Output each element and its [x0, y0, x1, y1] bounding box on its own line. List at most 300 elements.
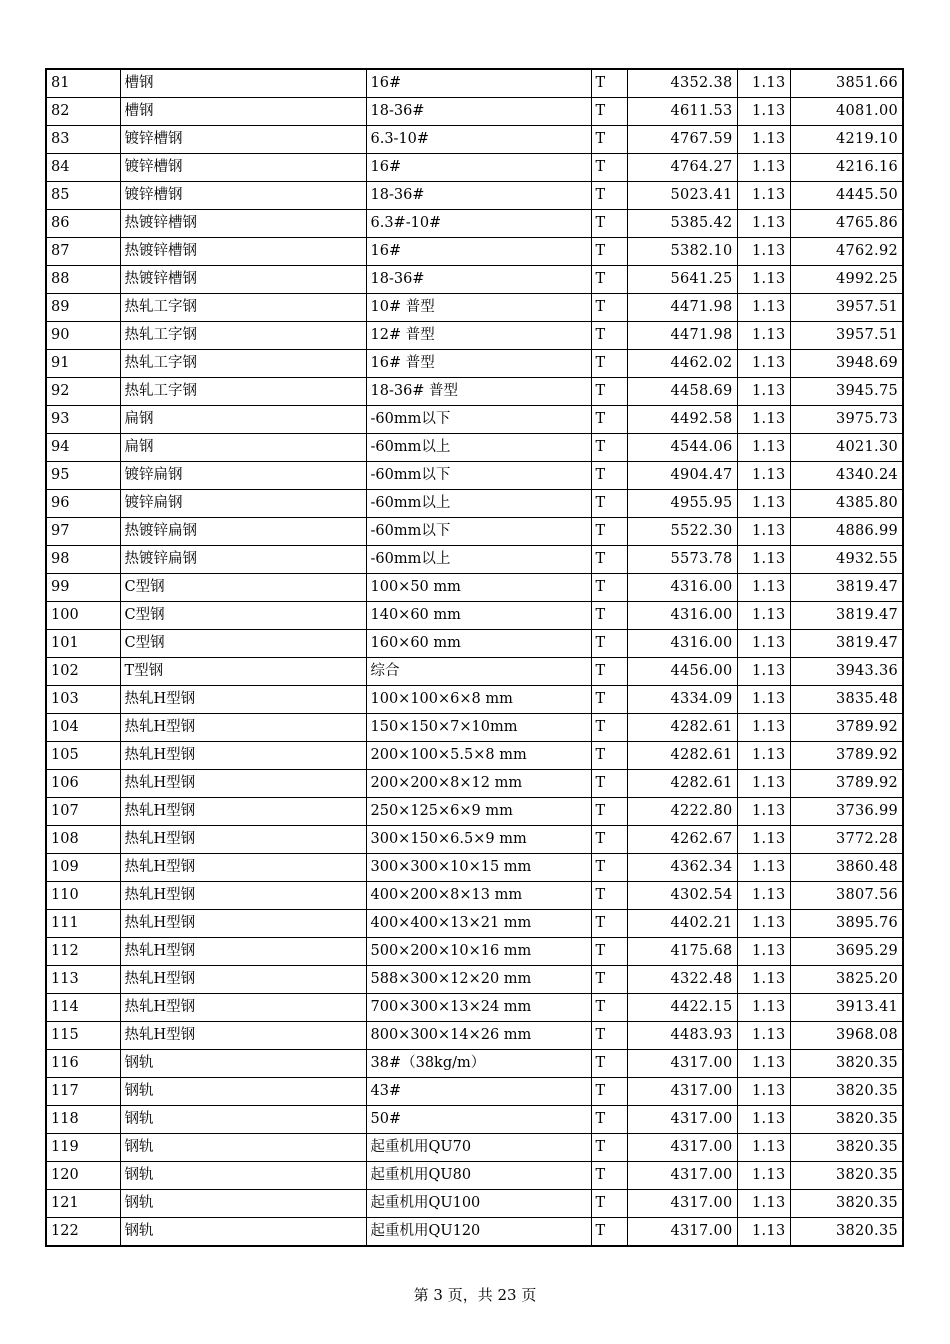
row-number-cell: 85 — [46, 182, 120, 210]
material-name-cell: 钢轨 — [120, 1162, 366, 1190]
net-price-cell: 3820.35 — [790, 1106, 903, 1134]
material-name-cell: 扁钢 — [120, 434, 366, 462]
row-number-cell: 115 — [46, 1022, 120, 1050]
price-cell: 4422.15 — [627, 994, 737, 1022]
coefficient-cell: 1.13 — [737, 126, 790, 154]
net-price-cell: 3820.35 — [790, 1190, 903, 1218]
coefficient-cell: 1.13 — [737, 1022, 790, 1050]
table-row — [46, 69, 903, 98]
net-price-cell: 4219.10 — [790, 126, 903, 154]
material-name-cell: 钢轨 — [120, 1106, 366, 1134]
unit-cell: T — [591, 826, 627, 854]
unit-cell: T — [591, 854, 627, 882]
unit-cell: T — [591, 406, 627, 434]
price-cell: 5522.30 — [627, 518, 737, 546]
unit-cell: T — [591, 770, 627, 798]
table-row — [46, 770, 903, 798]
coefficient-cell: 1.13 — [737, 770, 790, 798]
net-price-cell: 3913.41 — [790, 994, 903, 1022]
price-cell: 5385.42 — [627, 210, 737, 238]
row-number-cell: 121 — [46, 1190, 120, 1218]
price-cell: 4402.21 — [627, 910, 737, 938]
specification-cell: 200×100×5.5×8 mm — [366, 742, 591, 770]
net-price-cell: 3851.66 — [790, 69, 903, 98]
specification-cell: 200×200×8×12 mm — [366, 770, 591, 798]
specification-cell: 50# — [366, 1106, 591, 1134]
unit-cell: T — [591, 1022, 627, 1050]
price-cell: 4316.00 — [627, 574, 737, 602]
specification-cell: 300×300×10×15 mm — [366, 854, 591, 882]
coefficient-cell: 1.13 — [737, 994, 790, 1022]
specification-cell: -60mm以下 — [366, 406, 591, 434]
material-name-cell: 镀锌槽钢 — [120, 154, 366, 182]
row-number-cell: 82 — [46, 98, 120, 126]
unit-cell: T — [591, 322, 627, 350]
specification-cell: 250×125×6×9 mm — [366, 798, 591, 826]
net-price-cell: 3825.20 — [790, 966, 903, 994]
table-row — [46, 686, 903, 714]
table-row — [46, 98, 903, 126]
table-row — [46, 294, 903, 322]
table-row — [46, 966, 903, 994]
price-cell: 4222.80 — [627, 798, 737, 826]
net-price-cell: 3789.92 — [790, 714, 903, 742]
table-row — [46, 322, 903, 350]
material-name-cell: 扁钢 — [120, 406, 366, 434]
specification-cell: 18-36# — [366, 98, 591, 126]
table-body — [46, 69, 903, 1246]
row-number-cell: 99 — [46, 574, 120, 602]
unit-cell: T — [591, 602, 627, 630]
coefficient-cell: 1.13 — [737, 1218, 790, 1247]
coefficient-cell: 1.13 — [737, 714, 790, 742]
price-cell: 4764.27 — [627, 154, 737, 182]
unit-cell: T — [591, 1162, 627, 1190]
unit-cell: T — [591, 798, 627, 826]
coefficient-cell: 1.13 — [737, 686, 790, 714]
net-price-cell: 3820.35 — [790, 1162, 903, 1190]
coefficient-cell: 1.13 — [737, 602, 790, 630]
specification-cell: 160×60 mm — [366, 630, 591, 658]
material-name-cell: 镀锌槽钢 — [120, 182, 366, 210]
unit-cell: T — [591, 294, 627, 322]
material-name-cell: C型钢 — [120, 630, 366, 658]
price-cell: 5382.10 — [627, 238, 737, 266]
coefficient-cell: 1.13 — [737, 546, 790, 574]
row-number-cell: 81 — [46, 69, 120, 98]
table-row — [46, 1050, 903, 1078]
row-number-cell: 86 — [46, 210, 120, 238]
coefficient-cell: 1.13 — [737, 854, 790, 882]
unit-cell: T — [591, 1106, 627, 1134]
coefficient-cell: 1.13 — [737, 1078, 790, 1106]
price-cell: 4317.00 — [627, 1162, 737, 1190]
net-price-cell: 3943.36 — [790, 658, 903, 686]
material-name-cell: 热轧H型钢 — [120, 938, 366, 966]
row-number-cell: 98 — [46, 546, 120, 574]
material-name-cell: 热轧工字钢 — [120, 378, 366, 406]
row-number-cell: 87 — [46, 238, 120, 266]
coefficient-cell: 1.13 — [737, 406, 790, 434]
specification-cell: 700×300×13×24 mm — [366, 994, 591, 1022]
table-row — [46, 826, 903, 854]
specification-cell: 16# — [366, 154, 591, 182]
specification-cell: 400×200×8×13 mm — [366, 882, 591, 910]
price-cell: 4483.93 — [627, 1022, 737, 1050]
material-name-cell: 热轧H型钢 — [120, 742, 366, 770]
coefficient-cell: 1.13 — [737, 658, 790, 686]
specification-cell: -60mm以上 — [366, 490, 591, 518]
table-row — [46, 1078, 903, 1106]
specification-cell: 100×50 mm — [366, 574, 591, 602]
row-number-cell: 106 — [46, 770, 120, 798]
row-number-cell: 109 — [46, 854, 120, 882]
net-price-cell: 3948.69 — [790, 350, 903, 378]
unit-cell: T — [591, 126, 627, 154]
price-cell: 4462.02 — [627, 350, 737, 378]
net-price-cell: 3835.48 — [790, 686, 903, 714]
material-name-cell: T型钢 — [120, 658, 366, 686]
row-number-cell: 117 — [46, 1078, 120, 1106]
unit-cell: T — [591, 378, 627, 406]
price-cell: 5023.41 — [627, 182, 737, 210]
price-cell: 4282.61 — [627, 742, 737, 770]
row-number-cell: 110 — [46, 882, 120, 910]
specification-cell: 100×100×6×8 mm — [366, 686, 591, 714]
unit-cell: T — [591, 238, 627, 266]
specification-cell: 18-36# — [366, 182, 591, 210]
price-cell: 4611.53 — [627, 98, 737, 126]
material-name-cell: 热轧H型钢 — [120, 910, 366, 938]
specification-cell: 12# 普型 — [366, 322, 591, 350]
net-price-cell: 3819.47 — [790, 574, 903, 602]
material-name-cell: 热轧H型钢 — [120, 826, 366, 854]
table-row — [46, 546, 903, 574]
table-row — [46, 1190, 903, 1218]
coefficient-cell: 1.13 — [737, 98, 790, 126]
price-cell: 4544.06 — [627, 434, 737, 462]
row-number-cell: 108 — [46, 826, 120, 854]
unit-cell: T — [591, 350, 627, 378]
unit-cell: T — [591, 1134, 627, 1162]
unit-cell: T — [591, 658, 627, 686]
row-number-cell: 120 — [46, 1162, 120, 1190]
row-number-cell: 118 — [46, 1106, 120, 1134]
coefficient-cell: 1.13 — [737, 210, 790, 238]
coefficient-cell: 1.13 — [737, 182, 790, 210]
specification-cell: 18-36# — [366, 266, 591, 294]
table-row — [46, 518, 903, 546]
material-name-cell: 热轧H型钢 — [120, 798, 366, 826]
unit-cell: T — [591, 574, 627, 602]
specification-cell: 18-36# 普型 — [366, 378, 591, 406]
unit-cell: T — [591, 546, 627, 574]
material-name-cell: 热轧H型钢 — [120, 994, 366, 1022]
unit-cell: T — [591, 98, 627, 126]
coefficient-cell: 1.13 — [737, 1162, 790, 1190]
unit-cell: T — [591, 630, 627, 658]
table-row — [46, 126, 903, 154]
specification-cell: 16# — [366, 238, 591, 266]
row-number-cell: 112 — [46, 938, 120, 966]
unit-cell: T — [591, 182, 627, 210]
price-cell: 4322.48 — [627, 966, 737, 994]
material-name-cell: 热轧工字钢 — [120, 350, 366, 378]
coefficient-cell: 1.13 — [737, 966, 790, 994]
coefficient-cell: 1.13 — [737, 238, 790, 266]
net-price-cell: 3895.76 — [790, 910, 903, 938]
net-price-cell: 4992.25 — [790, 266, 903, 294]
material-name-cell: 热轧H型钢 — [120, 770, 366, 798]
specification-cell: 起重机用QU120 — [366, 1218, 591, 1247]
row-number-cell: 88 — [46, 266, 120, 294]
material-name-cell: 镀锌扁钢 — [120, 462, 366, 490]
coefficient-cell: 1.13 — [737, 434, 790, 462]
material-name-cell: 槽钢 — [120, 98, 366, 126]
specification-cell: 43# — [366, 1078, 591, 1106]
price-cell: 4904.47 — [627, 462, 737, 490]
row-number-cell: 100 — [46, 602, 120, 630]
price-cell: 4955.95 — [627, 490, 737, 518]
price-table — [45, 68, 904, 1247]
specification-cell: 150×150×7×10mm — [366, 714, 591, 742]
row-number-cell: 90 — [46, 322, 120, 350]
table-row — [46, 182, 903, 210]
unit-cell: T — [591, 266, 627, 294]
net-price-cell: 3860.48 — [790, 854, 903, 882]
row-number-cell: 83 — [46, 126, 120, 154]
unit-cell: T — [591, 210, 627, 238]
net-price-cell: 4385.80 — [790, 490, 903, 518]
material-name-cell: 热轧H型钢 — [120, 966, 366, 994]
price-cell: 4317.00 — [627, 1134, 737, 1162]
row-number-cell: 94 — [46, 434, 120, 462]
price-cell: 4262.67 — [627, 826, 737, 854]
price-cell: 4362.34 — [627, 854, 737, 882]
unit-cell: T — [591, 69, 627, 98]
price-cell: 5641.25 — [627, 266, 737, 294]
row-number-cell: 84 — [46, 154, 120, 182]
table-row — [46, 742, 903, 770]
table-row — [46, 266, 903, 294]
table-row — [46, 406, 903, 434]
coefficient-cell: 1.13 — [737, 69, 790, 98]
specification-cell: 140×60 mm — [366, 602, 591, 630]
net-price-cell: 3789.92 — [790, 770, 903, 798]
unit-cell: T — [591, 994, 627, 1022]
price-cell: 4302.54 — [627, 882, 737, 910]
table-row — [46, 462, 903, 490]
net-price-cell: 3819.47 — [790, 602, 903, 630]
row-number-cell: 102 — [46, 658, 120, 686]
net-price-cell: 3820.35 — [790, 1078, 903, 1106]
coefficient-cell: 1.13 — [737, 518, 790, 546]
material-name-cell: 钢轨 — [120, 1050, 366, 1078]
table-row — [46, 434, 903, 462]
price-cell: 4456.00 — [627, 658, 737, 686]
unit-cell: T — [591, 490, 627, 518]
material-name-cell: 热镀锌扁钢 — [120, 518, 366, 546]
page-footer: 第 3 页，共 23 页 — [413, 1286, 537, 1304]
price-cell: 4282.61 — [627, 714, 737, 742]
price-cell: 4175.68 — [627, 938, 737, 966]
material-name-cell: 热轧H型钢 — [120, 854, 366, 882]
material-name-cell: 钢轨 — [120, 1134, 366, 1162]
table-row — [46, 490, 903, 518]
net-price-cell: 3772.28 — [790, 826, 903, 854]
material-name-cell: 镀锌扁钢 — [120, 490, 366, 518]
row-number-cell: 119 — [46, 1134, 120, 1162]
material-name-cell: 槽钢 — [120, 69, 366, 98]
price-cell: 4471.98 — [627, 322, 737, 350]
material-name-cell: 热轧工字钢 — [120, 294, 366, 322]
material-name-cell: 镀锌槽钢 — [120, 126, 366, 154]
net-price-cell: 4932.55 — [790, 546, 903, 574]
material-name-cell: C型钢 — [120, 602, 366, 630]
specification-cell: -60mm以上 — [366, 434, 591, 462]
net-price-cell: 3820.35 — [790, 1050, 903, 1078]
table-row — [46, 1218, 903, 1247]
specification-cell: 6.3#-10# — [366, 210, 591, 238]
material-name-cell: 热镀锌槽钢 — [120, 266, 366, 294]
price-cell: 4471.98 — [627, 294, 737, 322]
row-number-cell: 89 — [46, 294, 120, 322]
coefficient-cell: 1.13 — [737, 1050, 790, 1078]
net-price-cell: 3975.73 — [790, 406, 903, 434]
table-row — [46, 938, 903, 966]
table-row — [46, 238, 903, 266]
price-cell: 4458.69 — [627, 378, 737, 406]
table-row — [46, 1022, 903, 1050]
row-number-cell: 111 — [46, 910, 120, 938]
specification-cell: 400×400×13×21 mm — [366, 910, 591, 938]
coefficient-cell: 1.13 — [737, 154, 790, 182]
coefficient-cell: 1.13 — [737, 350, 790, 378]
net-price-cell: 3957.51 — [790, 294, 903, 322]
price-cell: 4334.09 — [627, 686, 737, 714]
specification-cell: -60mm以上 — [366, 546, 591, 574]
row-number-cell: 96 — [46, 490, 120, 518]
specification-cell: -60mm以下 — [366, 462, 591, 490]
net-price-cell: 3807.56 — [790, 882, 903, 910]
table-row — [46, 154, 903, 182]
net-price-cell: 3820.35 — [790, 1134, 903, 1162]
coefficient-cell: 1.13 — [737, 1134, 790, 1162]
row-number-cell: 114 — [46, 994, 120, 1022]
unit-cell: T — [591, 1190, 627, 1218]
coefficient-cell: 1.13 — [737, 574, 790, 602]
unit-cell: T — [591, 434, 627, 462]
specification-cell: -60mm以下 — [366, 518, 591, 546]
unit-cell: T — [591, 714, 627, 742]
unit-cell: T — [591, 938, 627, 966]
price-cell: 4316.00 — [627, 630, 737, 658]
coefficient-cell: 1.13 — [737, 266, 790, 294]
net-price-cell: 3945.75 — [790, 378, 903, 406]
specification-cell: 800×300×14×26 mm — [366, 1022, 591, 1050]
row-number-cell: 116 — [46, 1050, 120, 1078]
unit-cell: T — [591, 1078, 627, 1106]
price-cell: 4317.00 — [627, 1078, 737, 1106]
unit-cell: T — [591, 882, 627, 910]
price-cell: 4767.59 — [627, 126, 737, 154]
unit-cell: T — [591, 518, 627, 546]
unit-cell: T — [591, 910, 627, 938]
row-number-cell: 122 — [46, 1218, 120, 1247]
specification-cell: 起重机用QU80 — [366, 1162, 591, 1190]
net-price-cell: 4765.86 — [790, 210, 903, 238]
table-row — [46, 602, 903, 630]
row-number-cell: 92 — [46, 378, 120, 406]
coefficient-cell: 1.13 — [737, 798, 790, 826]
table-row — [46, 630, 903, 658]
unit-cell: T — [591, 1050, 627, 1078]
net-price-cell: 3695.29 — [790, 938, 903, 966]
unit-cell: T — [591, 462, 627, 490]
unit-cell: T — [591, 1218, 627, 1247]
row-number-cell: 101 — [46, 630, 120, 658]
net-price-cell: 3820.35 — [790, 1218, 903, 1247]
table-row — [46, 658, 903, 686]
specification-cell: 起重机用QU70 — [366, 1134, 591, 1162]
table-row — [46, 714, 903, 742]
specification-cell: 16# 普型 — [366, 350, 591, 378]
table-row — [46, 1106, 903, 1134]
material-name-cell: 钢轨 — [120, 1190, 366, 1218]
material-name-cell: 热轧H型钢 — [120, 686, 366, 714]
net-price-cell: 4216.16 — [790, 154, 903, 182]
table-row — [46, 1162, 903, 1190]
table-row — [46, 854, 903, 882]
specification-cell: 10# 普型 — [366, 294, 591, 322]
row-number-cell: 95 — [46, 462, 120, 490]
net-price-cell: 4340.24 — [790, 462, 903, 490]
price-cell: 4317.00 — [627, 1106, 737, 1134]
net-price-cell: 3789.92 — [790, 742, 903, 770]
coefficient-cell: 1.13 — [737, 322, 790, 350]
net-price-cell: 4021.30 — [790, 434, 903, 462]
specification-cell: 588×300×12×20 mm — [366, 966, 591, 994]
coefficient-cell: 1.13 — [737, 462, 790, 490]
row-number-cell: 97 — [46, 518, 120, 546]
material-name-cell: 钢轨 — [120, 1218, 366, 1247]
coefficient-cell: 1.13 — [737, 1106, 790, 1134]
specification-cell: 300×150×6.5×9 mm — [366, 826, 591, 854]
row-number-cell: 91 — [46, 350, 120, 378]
price-cell: 4282.61 — [627, 770, 737, 798]
net-price-cell: 3819.47 — [790, 630, 903, 658]
material-name-cell: C型钢 — [120, 574, 366, 602]
specification-cell: 6.3-10# — [366, 126, 591, 154]
net-price-cell: 4081.00 — [790, 98, 903, 126]
specification-cell: 综合 — [366, 658, 591, 686]
material-name-cell: 热轧H型钢 — [120, 1022, 366, 1050]
row-number-cell: 113 — [46, 966, 120, 994]
row-number-cell: 93 — [46, 406, 120, 434]
coefficient-cell: 1.13 — [737, 294, 790, 322]
table-row — [46, 910, 903, 938]
price-cell: 4316.00 — [627, 602, 737, 630]
unit-cell: T — [591, 742, 627, 770]
material-name-cell: 钢轨 — [120, 1078, 366, 1106]
table-row — [46, 574, 903, 602]
price-cell: 5573.78 — [627, 546, 737, 574]
table-row — [46, 378, 903, 406]
unit-cell: T — [591, 686, 627, 714]
material-name-cell: 热镀锌槽钢 — [120, 210, 366, 238]
row-number-cell: 105 — [46, 742, 120, 770]
coefficient-cell: 1.13 — [737, 1190, 790, 1218]
